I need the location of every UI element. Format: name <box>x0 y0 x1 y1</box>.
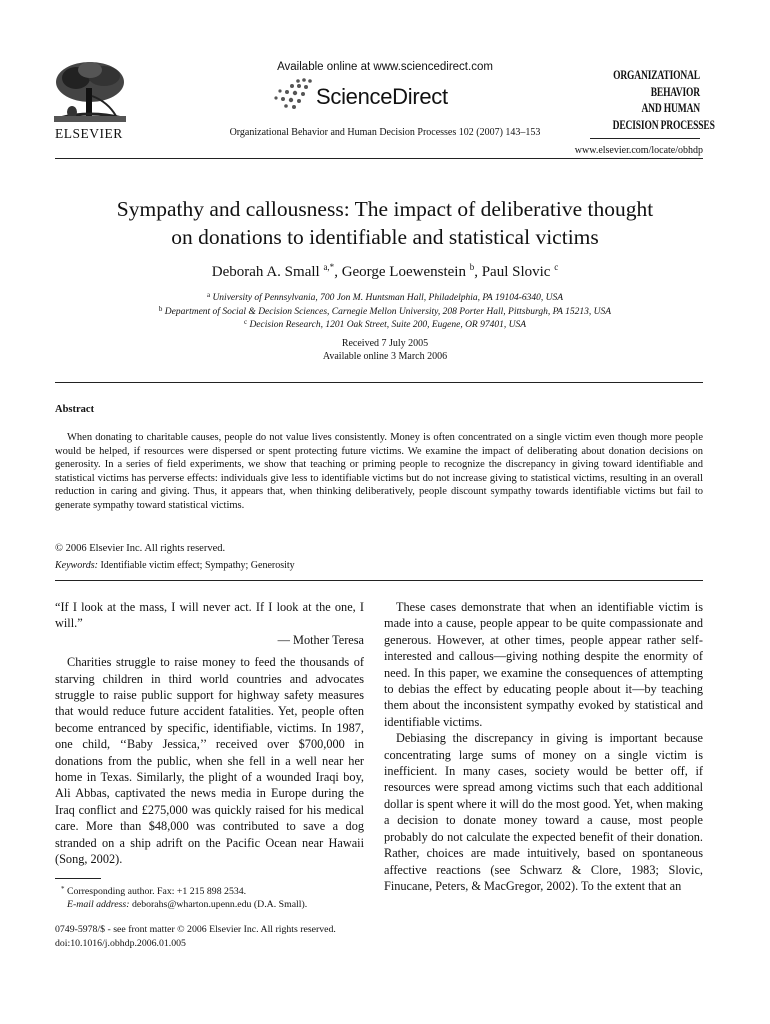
affiliation-text: Decision Research, 1201 Oak Street, Suite 200, Eugene, OR 97401, USA <box>249 320 527 330</box>
journal-logo-line: AND HUMAN <box>641 101 700 115</box>
keywords <box>55 560 295 571</box>
journal-logo-line: ORGANIZATIONAL <box>613 68 700 82</box>
right-column <box>384 599 703 894</box>
sciencedirect-dots-icon <box>268 77 314 111</box>
journal-logo-line: DECISION PROCESSES <box>612 117 715 132</box>
author-name: Paul Slovic <box>481 264 551 280</box>
journal-logo-line: BEHAVIOR <box>650 84 700 99</box>
footnote-rule <box>55 878 101 879</box>
author-affiliation-marker[interactable]: c <box>554 262 559 272</box>
author-name: George Loewenstein <box>341 264 466 280</box>
body-paragraph: Debiasing the discrepancy in giving is important because concentrating large sums of money on a single victim is inefficient. In many cases, society would be better off, if resources were spread among victims such that each additional dollar is spent where it will do the most good. Yet, when making a decision to donate money toward a cause, most people probably do not calculate the expected benefit of their donation. Rather, choices are made intuitively, based on spontaneous affective reactions (see Schwarz & Clore, 1983; Slovic, Finucane, Peters, & MacGregor, 2002). To the extent that an <box>384 731 703 893</box>
doi-link[interactable]: doi:10.1016/j.obhdp.2006.01.005 <box>55 937 186 949</box>
footnote-marker: * <box>61 885 65 893</box>
affiliation-text: Department of Social & Decision Sciences, Carnegie Mellon University, 208 Porter Hall, Pittsburgh, PA 15213, USA <box>164 307 612 317</box>
email-address-link[interactable]: deborahs@wharton.upenn.edu (D.A. Small). <box>131 899 308 910</box>
title-line-1: Sympathy and callousness: The impact of deliberative thought <box>116 197 654 221</box>
sciencedirect-wordmark: ScienceDirect <box>316 84 448 109</box>
received-date: Received 7 July 2005 <box>341 338 429 349</box>
author-list: Deborah A. Small $^{a,*}$, George Loewenstein $^b$, Paul Slovic $^c$ <box>211 262 559 280</box>
body-paragraph: Charities struggle to raise money to feed the thousands of starving children in third world countries and advocates struggle to raise public support for highway safety measures that would reduce future accident fatalities. Yet, people often become entranced by specific, identifiable, victims. In 1987, one child, ‘‘Baby Jessica,’’ received over $700,000 in donations from the public, when she fell in a well near her home in Texas. Similarly, the plight of a wounded Iraqi boy, Ali Abbas, captivated the news media in Europe during the Iraq conflict and £275,000 was quickly raised for his medical care. More than $48,000 was contributed to save a dog stranded on a ship adrift on the Pacific Ocean near Hawaii (Song, 2002). <box>55 655 364 867</box>
epigraph: “If I look at the mass, I will never act. If I look at the one, I will.” <box>55 600 364 631</box>
affiliation <box>0 318 770 330</box>
body-paragraph: These cases demonstrate that when an identifiable victim is made into a cause, people appear to be quite compassionate and generous. However, at other times, people appear rather self-interested and callous—giving nothing despite the enormity of need. In this paper, we examine the consequences of attempting to debias the effect by educating people about it—by teaching them about the inconsistent sympathy evoked by statistical and identifiable victims. <box>384 600 703 729</box>
author-affiliation-marker[interactable]: b <box>469 262 475 272</box>
abstract-text <box>55 431 703 513</box>
available-online-date: Available online 3 March 2006 <box>322 351 448 362</box>
affiliation <box>0 291 770 303</box>
affiliation-text: University of Pennsylvania, 700 Jon M. Huntsman Hall, Philadelphia, PA 19104-6340, USA <box>212 293 564 303</box>
article-title <box>0 195 770 251</box>
journal-url-link[interactable]: www.elsevier.com/locate/obhdp <box>574 145 703 156</box>
abstract-copyright: © 2006 Elsevier Inc. All rights reserved. <box>55 543 226 554</box>
footnote <box>55 883 375 911</box>
journal-logo-underline <box>590 138 700 139</box>
affiliation-marker: a <box>206 291 211 299</box>
journal-logo <box>588 67 715 133</box>
affiliation-marker: b <box>158 305 163 313</box>
available-online-link[interactable]: Available online at www.sciencedirect.com <box>277 61 493 73</box>
author-affiliation-marker[interactable]: a,* <box>323 262 335 272</box>
epigraph-attribution: — Mother Teresa <box>277 632 364 647</box>
header-divider <box>55 158 703 159</box>
front-matter-info <box>55 923 395 950</box>
left-column <box>55 599 364 868</box>
issn-line: 0749-5978/$ - see front matter © 2006 Elsevier Inc. All rights reserved. <box>55 924 336 935</box>
corresponding-author-note: Corresponding author. Fax: +1 215 898 2534. <box>66 886 247 897</box>
affiliation-marker: c <box>243 318 248 326</box>
abstract-top-rule <box>55 382 703 383</box>
author-name: Deborah A. Small <box>211 264 320 280</box>
abstract-heading: Abstract <box>55 404 95 415</box>
abstract-paragraph: When donating to charitable causes, people do not value lives consistently. Money is often concentrated on a single victim even though more people would be helped, if resources were dispersed or spent protecting future victims. We examine the impact of deliberating about donation decisions on generosity. In a series of field experiments, we show that teaching or priming people to recognize the discrepancy in giving toward identifiable and statistical victims has perverse effects: individuals give less to identifiable victims but do not increase giving to statistical victims, resulting in an overall reduction in caring and giving. Thus, it appears that, when thinking deliberatively, people discount sympathy towards identifiable victims but fail to generate sympathy toward statistical victims. <box>55 432 703 511</box>
title-line-2: on donations to identifiable and statistical victims <box>171 225 599 249</box>
elsevier-wordmark: ELSEVIER <box>55 126 123 141</box>
keywords-list: Identifiable victim effect; Sympathy; Generosity <box>100 560 295 571</box>
affiliation <box>0 305 770 317</box>
email-label: E-mail address: <box>67 899 130 910</box>
keywords-label: Keywords: <box>55 560 98 571</box>
abstract-bottom-rule <box>55 580 703 581</box>
journal-citation: Organizational Behavior and Human Decision Processes 102 (2007) 143–153 <box>229 127 541 138</box>
